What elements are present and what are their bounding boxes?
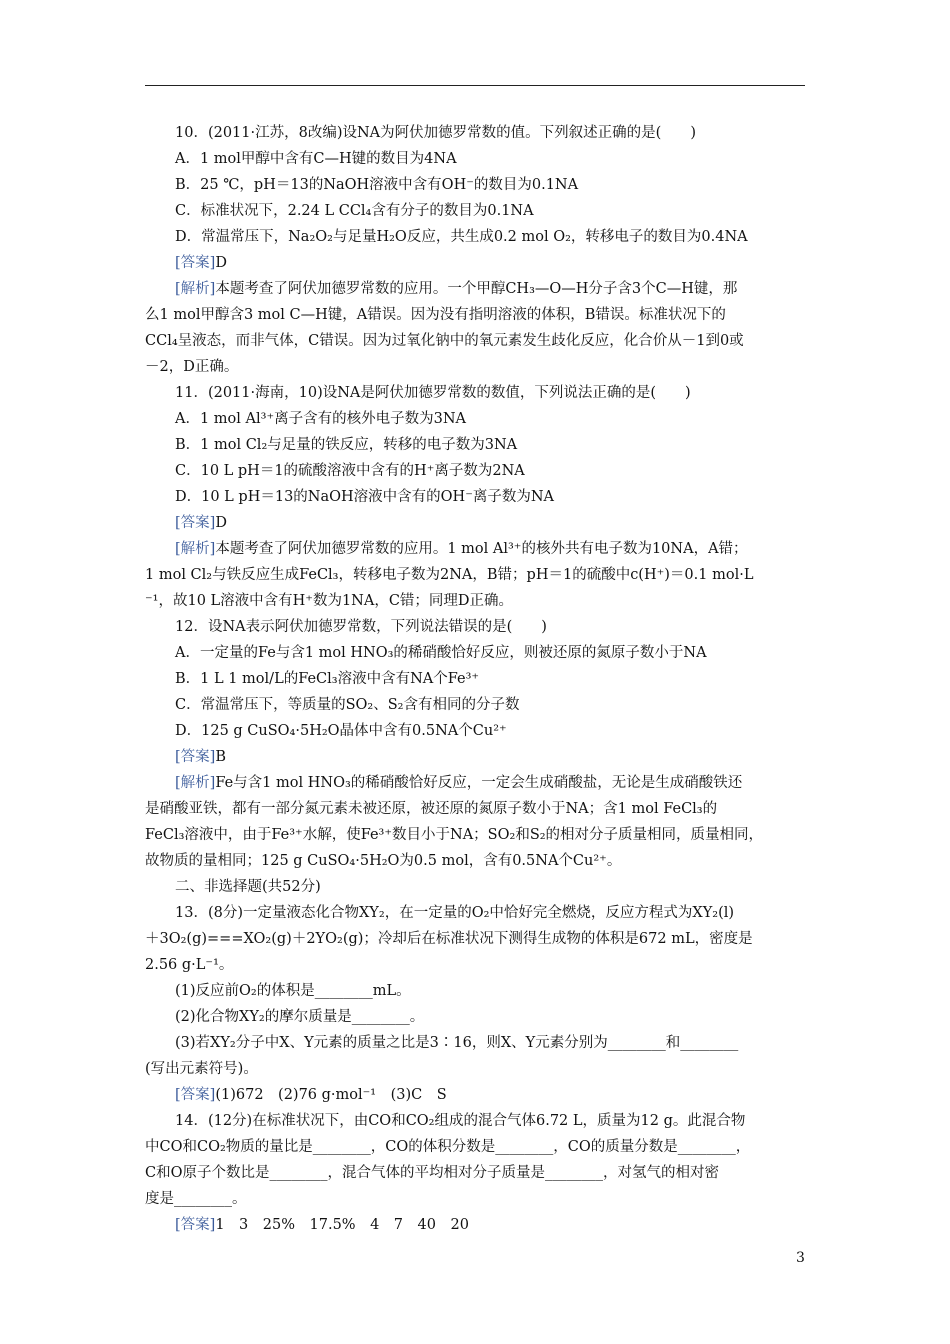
page-number: 3 [796, 1250, 805, 1266]
line-text: CCl₄呈液态，而非气体，C错误。因为过氧化钠中的氧元素发生歧化反应，化合价从－1到0或 [145, 333, 744, 349]
line-text: 故物质的量相同；125 g CuSO₄·5H₂O为0.5 mol，含有0.5NA个Cu²⁺。 [145, 853, 622, 869]
line-text: B．1 L 1 mol/L的FeCl₃溶液中含有NA个Fe³⁺ [175, 671, 480, 687]
answer-tag: [答案] [175, 1217, 216, 1233]
text-line [145, 328, 805, 354]
text-line [145, 406, 805, 432]
text-line [145, 588, 805, 614]
line-text: D．常温常压下，Na₂O₂与足量H₂O反应，共生成0.2 mol O₂，转移电子的数目为0.4NA [175, 229, 748, 245]
line-text: 14．(12分)在标准状况下，由CO和CO₂组成的混合气体6.72 L，质量为12 g。此混合物 [175, 1113, 746, 1129]
answer-tag: [答案] [175, 749, 216, 765]
line-text: B [215, 749, 226, 765]
line-text: D．10 L pH＝13的NaOH溶液中含有的OH⁻离子数为NA [175, 489, 555, 505]
line-text: 10．(2011·江苏，8改编)设NA为阿伏加德罗常数的值。下列叙述正确的是( ) [175, 125, 696, 141]
line-text: 度是________。 [145, 1191, 247, 1207]
line-text: FeCl₃溶液中，由于Fe³⁺水解，使Fe³⁺数目小于NA；SO₂和S₂的相对分子质量相同，质量相同， [145, 827, 764, 843]
text-line [145, 562, 805, 588]
text-line [145, 848, 805, 874]
line-text: 1 3 25% 17.5% 4 7 40 20 [215, 1217, 469, 1233]
text-line [145, 458, 805, 484]
answer-tag: [答案] [175, 515, 216, 531]
line-text: (3)若XY₂分子中X、Y元素的质量之比是3∶16，则X、Y元素分别为________和________ [175, 1035, 739, 1051]
text-line [145, 198, 805, 224]
text-line [145, 796, 805, 822]
text-line [145, 120, 805, 146]
line-text: B．25 ℃，pH＝13的NaOH溶液中含有OH⁻的数目为0.1NA [175, 177, 579, 193]
analysis-tag: [解析] [175, 281, 216, 297]
line-text: (1)672 (2)76 g·mol⁻¹ (3)C S [215, 1087, 447, 1103]
text-line [145, 302, 805, 328]
text-line [145, 172, 805, 198]
page-body [145, 120, 805, 1238]
line-text: (写出元素符号)。 [145, 1061, 258, 1077]
text-line [145, 1082, 805, 1108]
line-text: 中CO和CO₂物质的量比是________，CO的体积分数是________，CO的质量分数是________， [145, 1139, 751, 1155]
text-line [145, 224, 805, 250]
text-line [145, 276, 805, 302]
text-line [145, 926, 805, 952]
line-text: 11．(2011·海南，10)设NA是阿伏加德罗常数的数值，下列说法正确的是( ) [175, 385, 691, 401]
text-line [145, 1004, 805, 1030]
text-line [145, 1212, 805, 1238]
text-line [145, 536, 805, 562]
text-line [145, 432, 805, 458]
text-line [145, 1056, 805, 1082]
line-text: 1 mol Cl₂与铁反应生成FeCl₃，转移电子数为2NA，B错；pH＝1的硫酸中c(H⁺)＝0.1 mol·L [145, 567, 754, 583]
text-line [145, 380, 805, 406]
text-line [145, 354, 805, 380]
text-line [145, 1134, 805, 1160]
text-line [145, 510, 805, 536]
text-line [145, 614, 805, 640]
line-text: D．125 g CuSO₄·5H₂O晶体中含有0.5NA个Cu²⁺ [175, 723, 507, 739]
line-text: C．常温常压下，等质量的SO₂、S₂含有相同的分子数 [175, 697, 520, 713]
text-line [145, 640, 805, 666]
line-text: A．1 mol甲醇中含有C—H键的数目为4NA [175, 151, 457, 167]
line-text: C和O原子个数比是________，混合气体的平均相对分子质量是________，对氢气的相对密 [145, 1165, 719, 1181]
line-text: D [215, 515, 227, 531]
line-text: ⁻¹，故10 L溶液中含有H⁺数为1NA，C错；同理D正确。 [145, 593, 514, 609]
line-text: A．一定量的Fe与含1 mol HNO₃的稀硝酸恰好反应，则被还原的氮原子数小于NA [175, 645, 707, 661]
text-line [145, 146, 805, 172]
text-line [145, 744, 805, 770]
line-text: B．1 mol Cl₂与足量的铁反应，转移的电子数为3NA [175, 437, 518, 453]
text-line [145, 770, 805, 796]
analysis-tag: [解析] [175, 541, 216, 557]
line-text: Fe与含1 mol HNO₃的稀硝酸恰好反应，一定会生成硝酸盐，无论是生成硝酸铁还 [215, 775, 743, 791]
text-line [145, 822, 805, 848]
line-text: C．标准状况下，2.24 L CCl₄含有分子的数目为0.1NA [175, 203, 534, 219]
text-line [145, 1186, 805, 1212]
text-line [145, 484, 805, 510]
text-line [145, 1030, 805, 1056]
text-line [145, 666, 805, 692]
answer-tag: [答案] [175, 255, 216, 271]
text-line [145, 250, 805, 276]
line-text: 2.56 g·L⁻¹。 [145, 957, 234, 973]
line-text: －2，D正确。 [145, 359, 239, 375]
text-line [145, 1160, 805, 1186]
text-line [145, 978, 805, 1004]
text-line [145, 874, 805, 900]
text-line [145, 952, 805, 978]
line-text: 13．(8分)一定量液态化合物XY₂，在一定量的O₂中恰好完全燃烧，反应方程式为XY₂(l) [175, 905, 735, 921]
text-line [145, 718, 805, 744]
line-text: 本题考查了阿伏加德罗常数的应用。1 mol Al³⁺的核外共有电子数为10NA，A错； [215, 541, 748, 557]
line-text: C．10 L pH＝1的硫酸溶液中含有的H⁺离子数为2NA [175, 463, 525, 479]
line-text: 么1 mol甲醇含3 mol C—H键，A错误。因为没有指明溶液的体积，B错误。标准状况下的 [145, 307, 726, 323]
header-rule [145, 85, 805, 86]
line-text: 是硝酸亚铁，都有一部分氮元素未被还原，被还原的氮原子数小于NA；含1 mol FeCl₃的 [145, 801, 718, 817]
line-text: A．1 mol Al³⁺离子含有的核外电子数为3NA [175, 411, 466, 427]
line-text: 二、非选择题(共52分) [175, 879, 321, 895]
line-text: 本题考查了阿伏加德罗常数的应用。一个甲醇CH₃—O—H分子含3个C—H键，那 [215, 281, 738, 297]
text-line [145, 692, 805, 718]
text-line [145, 900, 805, 926]
answer-tag: [答案] [175, 1087, 216, 1103]
line-text: 12．设NA表示阿伏加德罗常数，下列说法错误的是( ) [175, 619, 547, 635]
text-line [145, 1108, 805, 1134]
line-text: (2)化合物XY₂的摩尔质量是________。 [175, 1009, 425, 1025]
line-text: D [215, 255, 227, 271]
analysis-tag: [解析] [175, 775, 216, 791]
line-text: ＋3O₂(g)===XO₂(g)＋2YO₂(g)；冷却后在标准状况下测得生成物的体积是672 mL，密度是 [145, 931, 753, 947]
line-text: (1)反应前O₂的体积是________mL。 [175, 983, 411, 999]
